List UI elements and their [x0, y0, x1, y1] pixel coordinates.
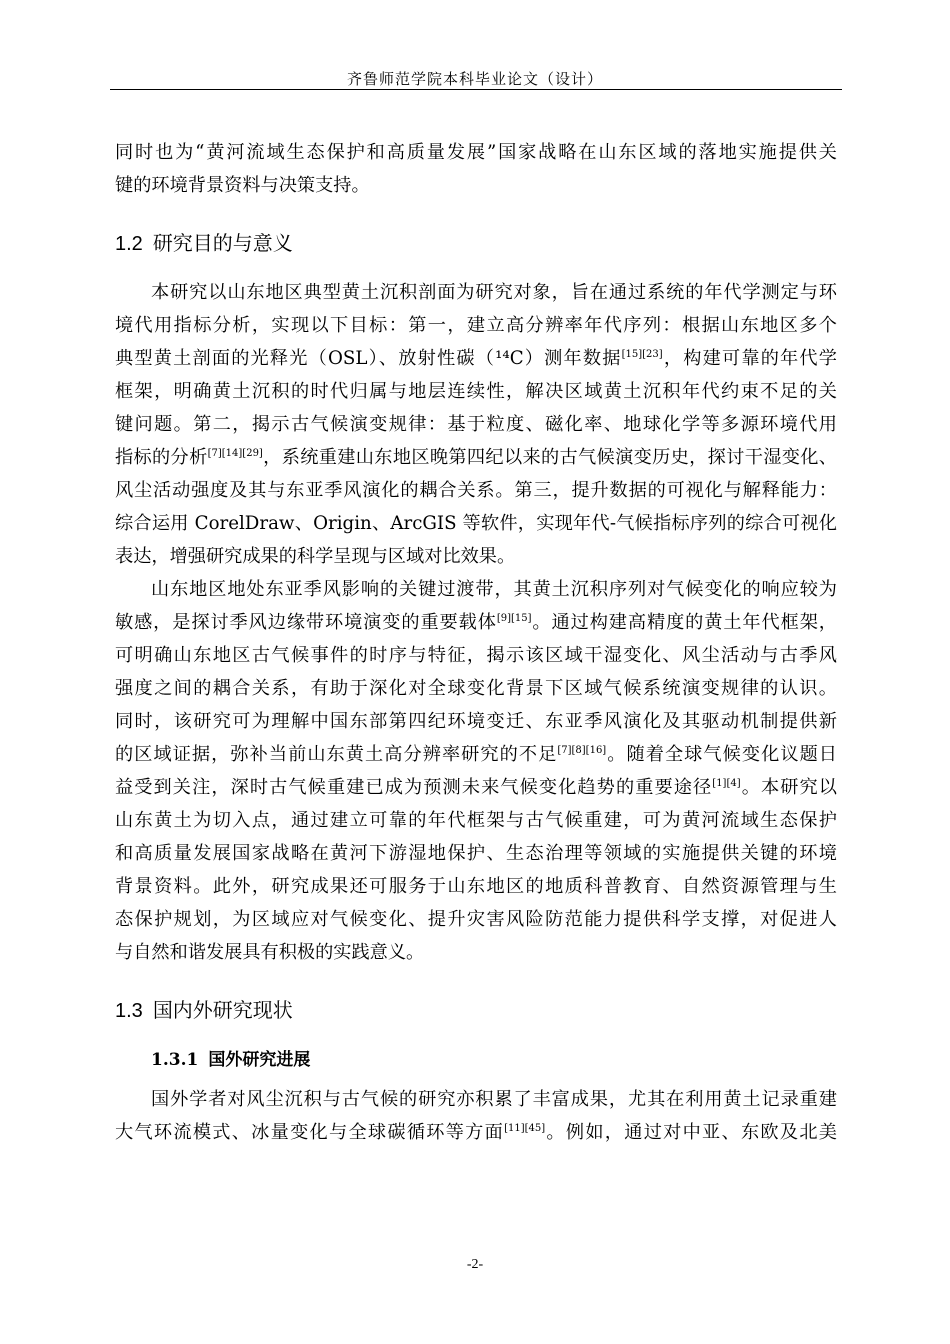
header-rule	[110, 89, 842, 90]
text-line: 境代用指标分析，实现以下目标：第一，建立高分辨率年代序列：根据山东地区多个	[115, 315, 837, 336]
text-line: 框架，明确黄土沉积的时代归属与地层连续性，解决区域黄土沉积年代约束不足的关	[115, 381, 837, 402]
page-number: -2-	[466, 1257, 484, 1272]
text-run: 。随着全球气候变化议题日	[606, 744, 837, 765]
text-run: 典型黄土剖面的光释光（OSL）、放射性碳（¹⁴C）测年数据	[115, 348, 622, 369]
section-heading-1-3	[115, 993, 837, 1029]
text-line: 态保护规划，为区域应对气候变化、提升灾害风险防范能力提供科学支撑，对促进人	[115, 909, 837, 930]
text-line: 国外学者对风尘沉积与古气候的研究亦积累了丰富成果，尤其在利用黄土记录重建	[151, 1089, 837, 1110]
section-number: 1.2	[115, 233, 143, 255]
section-heading-1-2	[115, 226, 837, 262]
text-run: 指标的分析	[115, 447, 208, 468]
text-line	[115, 738, 837, 771]
subsection-number: 1.3.1	[151, 1050, 199, 1070]
text-line: 本研究以山东地区典型黄土沉积剖面为研究对象，旨在通过系统的年代学测定与环	[151, 282, 837, 303]
text-run: 益受到关注，深时古气候重建已成为预测未来气候变化趋势的重要途径	[115, 777, 713, 798]
text-run: 的区域证据，弥补当前山东黄土高分辨率研究的不足	[115, 744, 558, 765]
text-run: 。通过构建高精度的黄土年代框架，	[531, 612, 837, 633]
section-number: 1.3	[115, 1000, 143, 1022]
intro-paragraph	[115, 136, 837, 202]
text-run: ，系统重建山东地区晚第四纪以来的古气候演变历史，探讨干湿变化、	[262, 447, 837, 468]
text-line: 表达，增强研究成果的科学呈现与区域对比效果。	[115, 546, 516, 567]
text-line: 综合运用 CorelDraw、Origin、ArcGIS 等软件，实现年代-气候指标序列的综合可视化	[115, 513, 837, 534]
text-line	[115, 1116, 837, 1149]
text-line: 键问题。第二，揭示古气候演变规律：基于粒度、磁化率、地球化学等多源环境代用	[115, 414, 837, 435]
citation: [15][23]	[621, 348, 663, 360]
subsection-heading-1-3-1	[115, 1043, 837, 1077]
paragraph-foreign-research	[115, 1083, 837, 1149]
text-line: 与自然和谐发展具有积极的实践意义。	[115, 942, 425, 963]
text-line: 风尘活动强度及其与东亚季风演化的耦合关系。第三，提升数据的可视化与解释能力：	[115, 480, 837, 501]
text-line	[115, 342, 837, 375]
subsection-title: 国外研究进展	[208, 1050, 311, 1070]
running-header: 齐鲁师范学院本科毕业论文（设计）	[346, 70, 603, 88]
text-line: 键的环境背景资料与决策支持。	[115, 175, 370, 196]
text-run: 敏感，是探讨季风边缘带环境演变的重要载体	[115, 612, 497, 633]
text-line: 和高质量发展国家战略在黄河下游湿地保护、生态治理等领域的实施提供关键的环境	[115, 843, 837, 864]
text-line	[115, 441, 837, 474]
text-run: 。例如，通过对中亚、东欧及北美	[545, 1122, 837, 1143]
section-title: 国内外研究现状	[152, 1000, 293, 1022]
text-line: 同时也为“黄河流域生态保护和高质量发展”国家战略在山东区域的落地实施提供关	[115, 142, 837, 163]
citation: [7][14][29]	[207, 447, 263, 459]
citation: [9][15]	[496, 612, 532, 624]
text-line: 山东地区地处东亚季风影响的关键过渡带，其黄土沉积序列对气候变化的响应较为	[151, 579, 837, 600]
paragraph-research-goals	[115, 276, 837, 573]
text-run: 大气环流模式、冰量变化与全球碳循环等方面	[115, 1122, 505, 1143]
citation: [1][4]	[712, 777, 741, 789]
text-line: 同时，该研究可为理解中国东部第四纪环境变迁、东亚季风演化及其驱动机制提供新	[115, 711, 837, 732]
text-line	[115, 606, 837, 639]
citation: [11][45]	[504, 1122, 546, 1134]
text-line: 背景资料。此外，研究成果还可服务于山东地区的地质科普教育、自然资源管理与生	[115, 876, 837, 897]
text-line: 强度之间的耦合关系，有助于深化对全球变化背景下区域气候系统演变规律的认识。	[115, 678, 837, 699]
paragraph-significance	[115, 573, 837, 969]
text-run: 。本研究以	[740, 777, 837, 798]
page-content	[115, 136, 837, 1149]
section-title: 研究目的与意义	[152, 233, 293, 255]
text-line: 可明确山东地区古气候事件的时序与特征，揭示该区域干湿变化、风尘活动与古季风	[115, 645, 837, 666]
citation: [7][8][16]	[557, 744, 607, 756]
text-line	[115, 771, 837, 804]
text-run: ，构建可靠的年代学	[662, 348, 837, 369]
text-line: 山东黄土为切入点，通过建立可靠的年代框架与古气候重建，可为黄河流域生态保护	[115, 810, 837, 831]
